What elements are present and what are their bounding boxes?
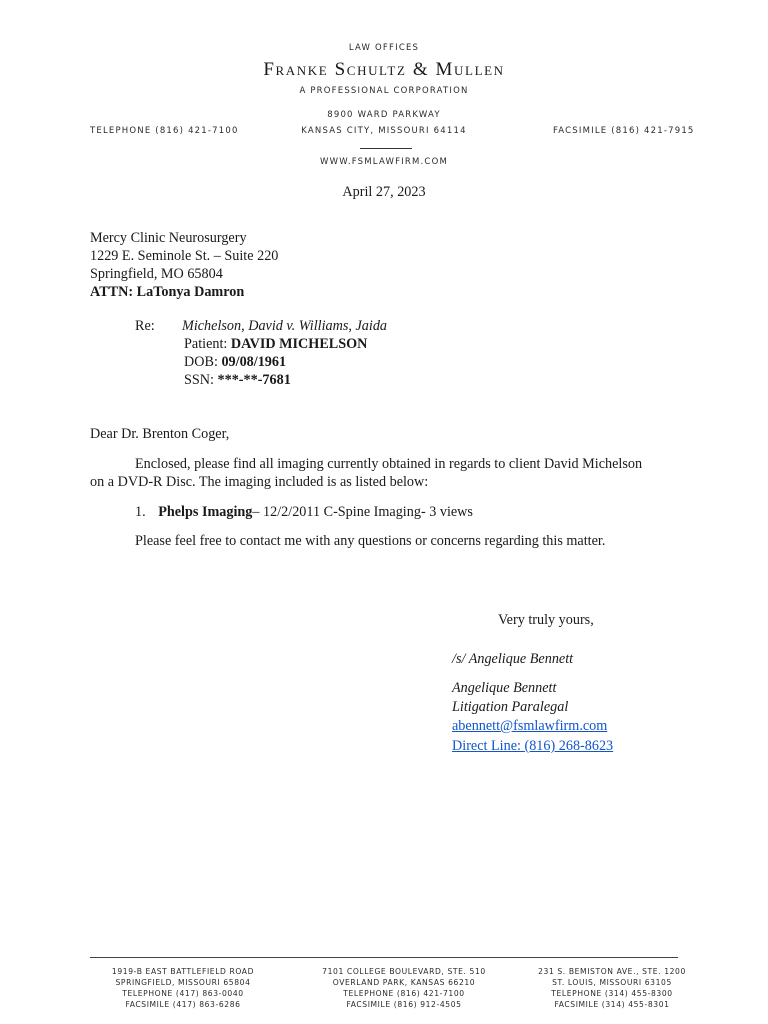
ssn-value: ***-**-7681 [217,372,291,388]
firm-address-line2: KANSAS CITY, MISSOURI 64114 [301,126,467,136]
footer-office-overland-park [314,966,494,1010]
ssn-label: SSN: [184,372,218,388]
letterhead-divider [360,148,412,149]
office-street: 7101 COLLEGE BOULEVARD, STE. 510 [322,967,486,976]
office-street: 1919-B EAST BATTLEFIELD ROAD [111,967,255,976]
office-city: ST. LOUIS, MISSOURI 63105 [552,978,672,987]
re-case: Michelson, David v. Williams, Jaida [182,318,388,334]
dob-value: 09/08/1961 [221,354,287,370]
recipient-street: 1229 E. Seminole St. – Suite 220 [90,248,279,264]
firm-website: WWW.FSMLAWFIRM.COM [320,157,448,167]
footer-divider [90,957,678,958]
office-telephone: TELEPHONE (314) 455-8300 [551,989,673,998]
firm-facsimile: FACSIMILE (816) 421-7915 [553,126,695,136]
office-city: OVERLAND PARK, KANSAS 66210 [332,978,476,987]
recipient-attn: ATTN: LaTonya Damron [90,284,245,300]
re-ssn [184,371,291,389]
recipient-city: Springfield, MO 65804 [90,266,223,282]
recipient-block [90,229,278,301]
recipient-name: Mercy Clinic Neurosurgery [90,230,247,246]
footer-office-st-louis [530,966,694,1010]
re-patient [184,335,367,353]
letter-date: April 27, 2023 [342,184,426,200]
body-paragraph1-line2: on a DVD-R Disc. The imaging included is as listed below: [90,474,429,490]
list-item-provider: Phelps Imaging [158,504,253,520]
office-telephone: TELEPHONE (816) 421-7100 [343,989,465,998]
list-item-details: – 12/2/2011 C-Spine Imaging- 3 views [252,504,473,520]
law-offices-label: LAW OFFICES [348,43,420,53]
office-facsimile: FACSIMILE (816) 912-4505 [346,1000,462,1009]
office-facsimile: FACSIMILE (314) 455-8301 [554,1000,670,1009]
office-city: SPRINGFIELD, MISSOURI 65804 [115,978,251,987]
signer-name: Angelique Bennett [452,680,557,696]
valediction: Very truly yours, [498,612,594,628]
footer-office-springfield [95,966,271,1010]
firm-address-line1: 8900 WARD PARKWAY [327,110,441,120]
signer-direct-line-link[interactable]: Direct Line: (816) 268-8623 [452,738,614,754]
office-facsimile: FACSIMILE (417) 863-6286 [125,1000,241,1009]
patient-label: Patient: [184,336,231,352]
body-paragraph2: Please feel free to contact me with any questions or concerns regarding this matter. [135,533,606,549]
dob-label: DOB: [184,354,222,370]
re-dob [184,353,286,371]
firm-telephone: TELEPHONE (816) 421-7100 [90,126,239,136]
re-label: Re: [135,318,155,334]
office-telephone: TELEPHONE (417) 863-0040 [122,989,244,998]
signer-title: Litigation Paralegal [452,699,569,715]
salutation: Dear Dr. Brenton Coger, [90,426,230,442]
electronic-signature: /s/ Angelique Bennett [452,651,574,667]
list-number: 1. [135,504,146,520]
firm-subtitle: A PROFESSIONAL CORPORATION [299,86,469,96]
office-street: 231 S. BEMISTON AVE., STE. 1200 [538,967,686,976]
signer-email-link[interactable]: abennett@fsmlawfirm.com [452,718,608,734]
imaging-list-item [135,503,473,521]
patient-value: DAVID MICHELSON [230,336,368,352]
firm-name: Franke Schultz & Mullen [263,59,505,80]
body-paragraph1-line1: Enclosed, please find all imaging currently obtained in regards to client David Michelson [135,456,643,472]
